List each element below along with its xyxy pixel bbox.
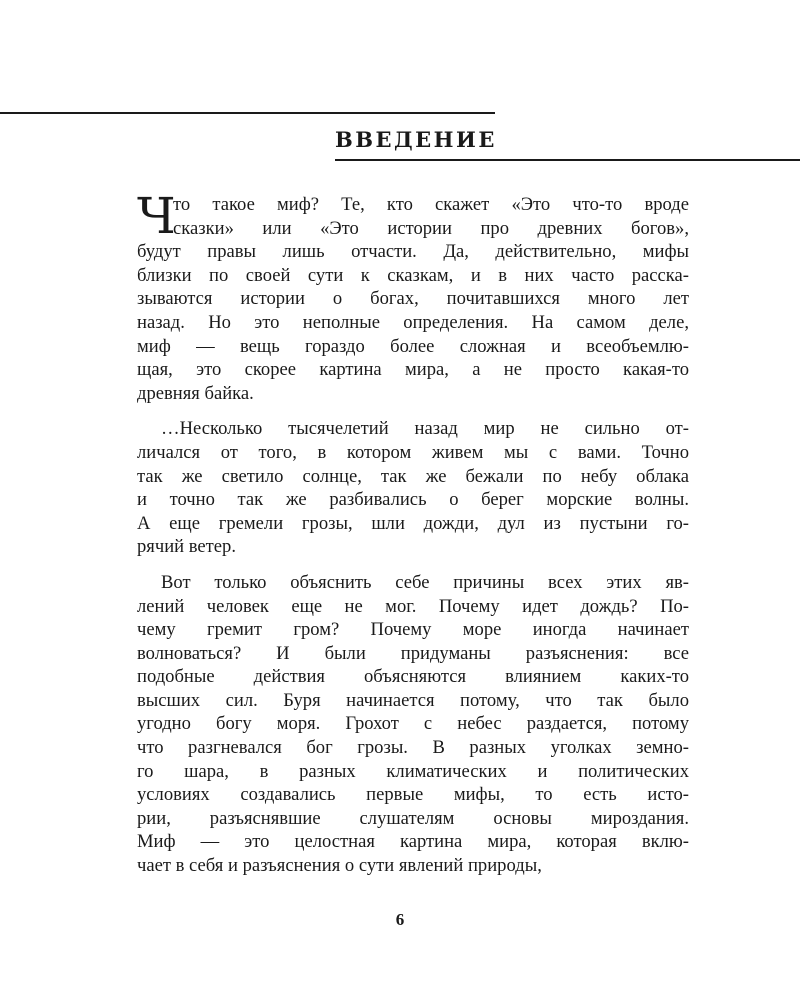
text-line: что разгневался бог грозы. В разных уголках земно- xyxy=(137,737,689,759)
text-line: сказки» или «Это истории про древних богов», xyxy=(173,217,689,239)
chapter-heading: ВВЕДЕНИЕ xyxy=(335,127,497,152)
paragraph xyxy=(137,417,689,559)
text-line: Вот только объяснить себе причины всех этих яв- xyxy=(161,571,689,593)
text-line: миф — вещь гораздо более сложная и всеобъемлю- xyxy=(137,335,689,357)
text-line: чает в себя и разъяснения о сути явлений природы, xyxy=(137,855,542,877)
body-text xyxy=(137,187,689,890)
text-line: будут правы лишь отчасти. Да, действительно, мифы xyxy=(137,241,689,263)
paragraphs xyxy=(137,187,689,878)
text-line: го шара, в разных климатических и политических xyxy=(137,760,689,782)
text-line: лений человек еще не мог. Почему идет дождь? По- xyxy=(137,595,689,617)
text-line: А еще гремели грозы, шли дожди, дул из пустыни го- xyxy=(137,512,689,534)
paragraph xyxy=(137,187,689,405)
text-line: волноваться? И были придуманы разъяснения: все xyxy=(137,642,689,664)
text-line: условиях создавались первые мифы, то есть исто- xyxy=(137,784,689,806)
text-line: то такое миф? Те, кто скажет «Это что-то вроде xyxy=(173,194,689,215)
text-line: высших сил. Буря начинается потому, что так было xyxy=(137,689,689,711)
text-line: чему гремит гром? Почему море иногда начинает xyxy=(137,619,689,641)
paragraph xyxy=(137,571,689,878)
text-line: так же светило солнце, так же бежали по небу облака xyxy=(137,465,689,487)
text-line: назад. Но это неполные определения. На самом деле, xyxy=(137,311,689,333)
text-line: рии, разъяснявшие слушателям основы мироздания. xyxy=(137,807,689,829)
page-number: 6 xyxy=(395,910,405,929)
text-line: близки по своей сути к сказкам, и в них часто расска- xyxy=(137,264,689,286)
text-line: подобные действия объясняются влиянием каких-то xyxy=(137,666,689,688)
text-line: личался от того, в котором живем мы с вами. Точно xyxy=(137,441,689,463)
text-line: рячий ветер. xyxy=(137,536,236,558)
text-line: …Несколько тысячелетий назад мир не сильно от- xyxy=(161,418,689,440)
text-line: Миф — это целостная картина мира, которая вклю- xyxy=(137,831,689,853)
text-line: угодно богу моря. Грохот с небес раздается, потому xyxy=(137,713,689,735)
top-rule-left xyxy=(0,112,495,114)
text-line: древняя байка. xyxy=(137,382,254,404)
top-rule-right xyxy=(335,159,800,161)
text-line: щая, это скорее картина мира, а не просто какая-то xyxy=(137,359,689,381)
text-line: зываются истории о богах, почитавшихся много лет xyxy=(137,288,689,310)
text-line: и точно так же разбивались о берег морские волны. xyxy=(137,489,689,511)
drop-cap: Ч xyxy=(137,187,176,245)
